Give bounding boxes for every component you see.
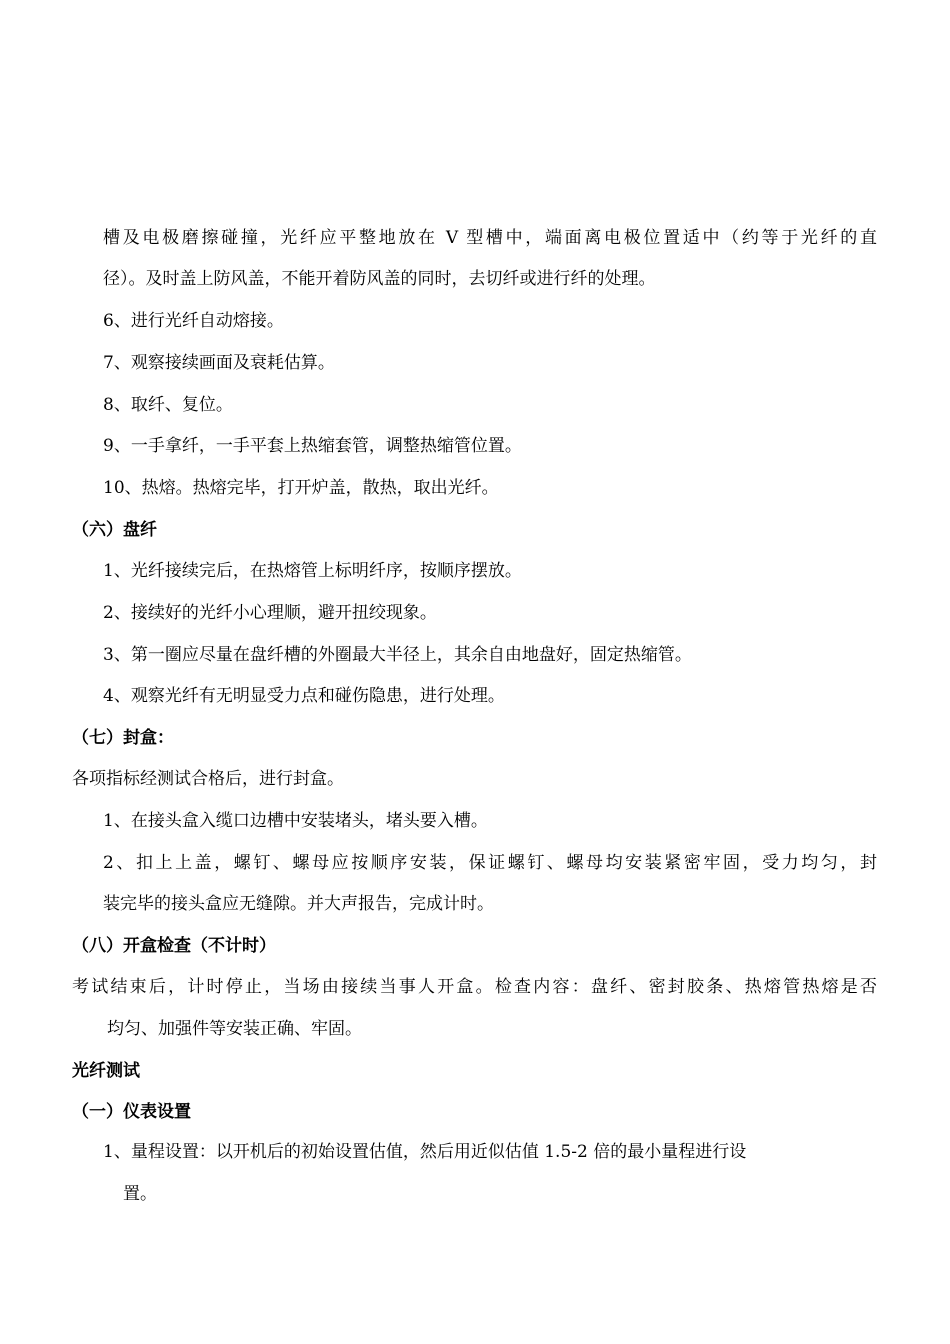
list-item: 2、接续好的光纤小心理顺，避开扭绞现象。 (103, 603, 437, 623)
paragraph-line: 槽及电极磨擦碰撞，光纤应平整地放在 V 型槽中，端面离电极位置适中（约等于光纤的直 (103, 228, 877, 248)
list-item: 9、一手拿纤，一手平套上热缩套管，调整热缩管位置。 (103, 436, 522, 456)
paragraph-line: 各项指标经测试合格后，进行封盒。 (72, 769, 344, 789)
list-item: 3、第一圈应尽量在盘纤槽的外圈最大半径上，其余自由地盘好，固定热缩管。 (103, 645, 692, 665)
paragraph-line: 装完毕的接头盒应无缝隙。并大声报告，完成计时。 (103, 894, 494, 914)
list-item: 4、观察光纤有无明显受力点和碰伤隐患，进行处理。 (103, 686, 505, 706)
section-heading: （一）仪表设置 (72, 1102, 191, 1122)
list-item: 1、光纤接续完后，在热熔管上标明纤序，按顺序摆放。 (103, 561, 522, 581)
section-title: 光纤测试 (72, 1061, 140, 1081)
paragraph-line: 置。 (123, 1184, 157, 1204)
list-item: 8、取纤、复位。 (103, 395, 233, 415)
paragraph-line: 径）。及时盖上防风盖，不能开着防风盖的同时，去切纤或进行纤的处理。 (103, 269, 656, 289)
list-item: 7、观察接续画面及衰耗估算。 (103, 353, 335, 373)
list-item: 6、进行光纤自动熔接。 (103, 311, 284, 331)
list-item: 1、在接头盒入缆口边槽中安装堵头，堵头要入槽。 (103, 811, 488, 831)
paragraph-line: 均匀、加强件等安装正确、牢固。 (107, 1019, 362, 1039)
section-heading: （八）开盒检查（不计时） (72, 936, 276, 956)
section-heading: （六）盘纤 (72, 520, 157, 540)
section-heading: （七）封盒： (72, 728, 174, 748)
paragraph-line: 考试结束后，计时停止，当场由接续当事人开盒。检查内容：盘纤、密封胶条、热熔管热熔是否 (72, 977, 877, 997)
list-item: 10、热熔。热熔完毕，打开炉盖，散热，取出光纤。 (103, 478, 499, 498)
list-item: 2、扣上上盖，螺钉、螺母应按顺序安装，保证螺钉、螺母均安装紧密牢固，受力均匀，封 (103, 853, 877, 873)
list-item: 1、量程设置：以开机后的初始设置估值，然后用近似估值 1.5-2 倍的最小量程进行设 (103, 1142, 747, 1162)
